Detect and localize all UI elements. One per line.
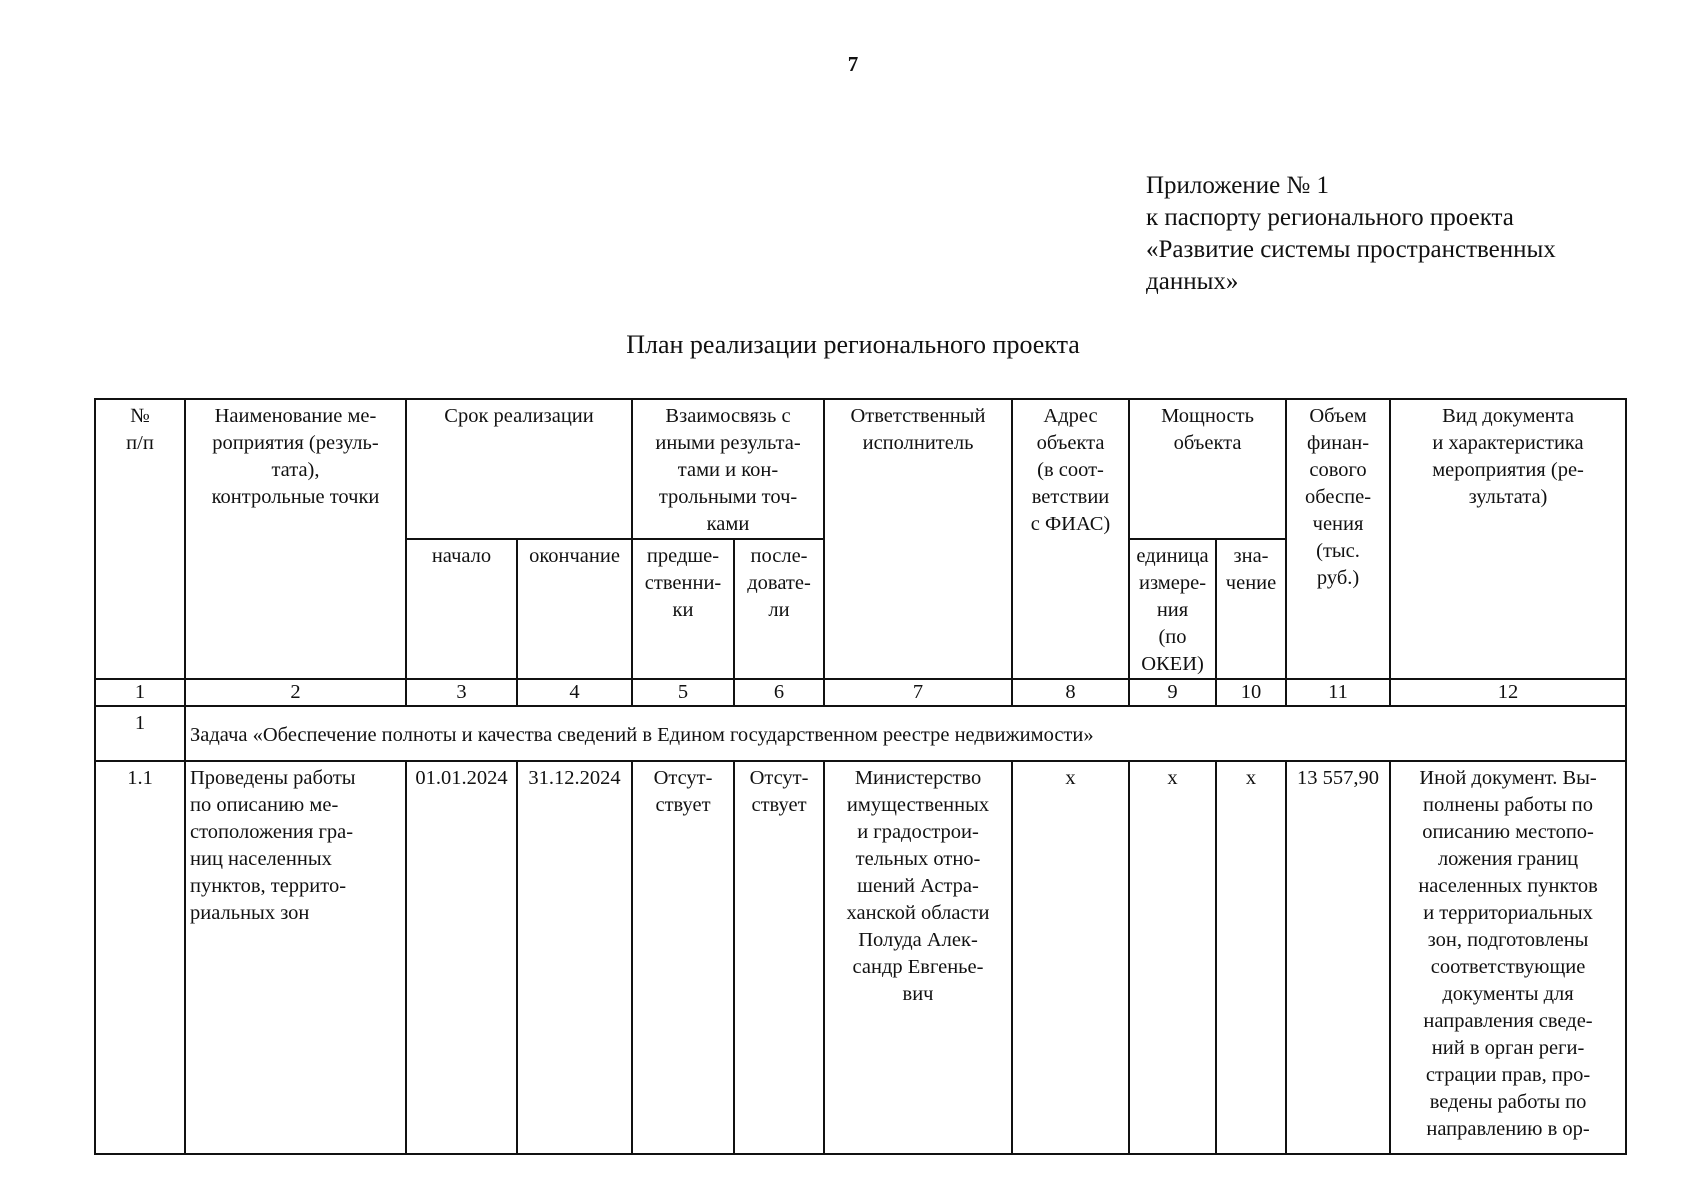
text-line: Проведены работы xyxy=(190,767,356,789)
text-line: иными результа- xyxy=(655,432,801,454)
text-line: довате- xyxy=(747,572,811,594)
text-line: ки xyxy=(672,599,694,621)
task-title: Задача «Обеспечение полноты и качества сведений в Едином государственном реестре недвижимости» xyxy=(185,706,1626,761)
text-line: мероприятия (ре- xyxy=(1432,459,1584,481)
text-line: тами и кон- xyxy=(677,459,779,481)
text-line: тата), xyxy=(271,459,320,481)
text-line: измере- xyxy=(1139,572,1207,594)
text-line: Министерство xyxy=(854,767,982,789)
header-term xyxy=(406,399,632,539)
column-number: 5 xyxy=(632,679,734,706)
text-line: Ответственный xyxy=(850,405,986,427)
header-value xyxy=(1216,539,1286,679)
text-line: начало xyxy=(431,545,492,567)
text-line: Вид документа xyxy=(1442,405,1574,427)
text-line: финан- xyxy=(1306,432,1370,454)
text-line: чения xyxy=(1312,513,1364,535)
row-number: 1.1 xyxy=(95,761,185,1154)
text-line: исполнитель xyxy=(862,432,974,454)
row-name xyxy=(185,761,406,1154)
text-line: зна- xyxy=(1233,545,1269,567)
row-value: x xyxy=(1216,761,1286,1154)
column-number: 2 xyxy=(185,679,406,706)
text-line: ственни- xyxy=(644,572,722,594)
column-number: 6 xyxy=(734,679,824,706)
appendix-note xyxy=(1146,170,1686,298)
text-line: риальных зон xyxy=(190,902,310,924)
text-line: сового xyxy=(1309,459,1367,481)
column-number-row xyxy=(95,679,1626,706)
header-links xyxy=(632,399,824,539)
row-end-date: 31.12.2024 xyxy=(517,761,632,1154)
text-line: с ФИАС) xyxy=(1030,513,1111,535)
text-line: Иной документ. Вы- xyxy=(1419,767,1597,789)
text-line: окончание xyxy=(529,545,620,567)
text-line: обеспе- xyxy=(1305,486,1372,508)
column-number: 9 xyxy=(1129,679,1216,706)
text-line: населенных пунктов xyxy=(1418,875,1598,897)
header-num xyxy=(95,399,185,679)
text-line: и характеристика xyxy=(1432,432,1584,454)
appendix-line: к паспорту регионального проекта xyxy=(1146,204,1514,231)
header-finance xyxy=(1286,399,1390,679)
header-predecessors xyxy=(632,539,734,679)
text-line: ками xyxy=(706,513,750,535)
plan-title: План реализации регионального проекта xyxy=(626,330,1080,359)
row-predecessors xyxy=(632,761,734,1154)
text-line: направления сведе- xyxy=(1423,1010,1593,1032)
text-line: ния xyxy=(1156,599,1189,621)
text-line: описанию местопо- xyxy=(1422,821,1594,843)
row-unit: x xyxy=(1129,761,1216,1154)
text-line: роприятия (резуль- xyxy=(212,432,379,454)
text-line: документы для xyxy=(1442,983,1574,1005)
column-number: 12 xyxy=(1390,679,1626,706)
text-line: Полуда Алек- xyxy=(858,929,978,951)
header-start xyxy=(406,539,517,679)
text-line: направлению в ор- xyxy=(1426,1118,1590,1140)
text-line: сандр Евгенье- xyxy=(852,956,984,978)
appendix-line: «Развитие системы пространственных xyxy=(1146,236,1556,263)
text-line: Наименование ме- xyxy=(214,405,377,427)
row-responsible xyxy=(824,761,1012,1154)
column-number: 7 xyxy=(824,679,1012,706)
row-successors xyxy=(734,761,824,1154)
text-line: страции прав, про- xyxy=(1425,1064,1591,1086)
plan-table xyxy=(94,398,1627,1155)
column-number: 10 xyxy=(1216,679,1286,706)
appendix-line: Приложение № 1 xyxy=(1146,172,1330,199)
text-line: объекта xyxy=(1173,432,1242,454)
text-line: руб.) xyxy=(1316,567,1360,589)
text-line: (по xyxy=(1158,626,1187,648)
header-address xyxy=(1012,399,1129,679)
header-unit xyxy=(1129,539,1216,679)
page-number: 7 xyxy=(847,52,859,76)
text-line: ОКЕИ) xyxy=(1141,653,1204,675)
text-line: и градострои- xyxy=(857,821,979,843)
text-line: трольными точ- xyxy=(658,486,798,508)
text-line: (в соот- xyxy=(1037,459,1104,481)
text-line: контрольные точки xyxy=(211,486,380,508)
text-line: единица xyxy=(1136,545,1209,567)
task-row xyxy=(95,706,1626,761)
text-line: ложения границ xyxy=(1437,848,1579,870)
text-line: ветствии xyxy=(1031,486,1110,508)
text-line: Отсут- xyxy=(653,767,713,789)
text-line: тельных отно- xyxy=(855,848,981,870)
text-line: ствует xyxy=(655,794,711,816)
text-line: ниц населенных xyxy=(190,848,332,870)
row-finance: 13 557,90 xyxy=(1286,761,1390,1154)
text-line: (тыс. xyxy=(1316,540,1360,562)
text-line: ханской области xyxy=(846,902,990,924)
text-line: чение xyxy=(1225,572,1277,594)
text-line: полнены работы по xyxy=(1423,794,1594,816)
text-line: Отсут- xyxy=(749,767,809,789)
text-line: пунктов, террито- xyxy=(190,875,347,897)
text-line: по описанию ме- xyxy=(190,794,339,816)
text-line: предше- xyxy=(646,545,720,567)
text-line: зультата) xyxy=(1468,486,1548,508)
appendix-line: данных» xyxy=(1146,268,1239,295)
text-line: и территориальных xyxy=(1423,902,1593,924)
text-line: Адрес xyxy=(1043,405,1098,427)
column-number: 1 xyxy=(95,679,185,706)
column-number: 8 xyxy=(1012,679,1129,706)
text-line: Срок реализации xyxy=(444,405,594,427)
table-row xyxy=(95,761,1626,1154)
text-line: ли xyxy=(768,599,790,621)
text-line: зон, подготовлены xyxy=(1427,929,1589,951)
text-line: Объем xyxy=(1309,405,1367,427)
text-line: имущественных xyxy=(846,794,990,816)
text-line: вич xyxy=(902,983,934,1005)
header-name xyxy=(185,399,406,679)
header-responsible xyxy=(824,399,1012,679)
text-line: ведены работы по xyxy=(1429,1091,1587,1113)
header-power xyxy=(1129,399,1286,539)
text-line: объекта xyxy=(1036,432,1105,454)
row-address: x xyxy=(1012,761,1129,1154)
text-line: соответствующие xyxy=(1430,956,1586,978)
text-line: № xyxy=(130,405,150,427)
row-start-date: 01.01.2024 xyxy=(406,761,517,1154)
task-number: 1 xyxy=(95,706,185,761)
text-line: п/п xyxy=(126,432,154,454)
column-number: 4 xyxy=(517,679,632,706)
text-line: ний в орган реги- xyxy=(1431,1037,1585,1059)
text-line: Взаимосвязь с xyxy=(665,405,791,427)
text-line: после- xyxy=(750,545,808,567)
header-row-1 xyxy=(95,399,1626,539)
header-end xyxy=(517,539,632,679)
header-document xyxy=(1390,399,1626,679)
column-number: 11 xyxy=(1286,679,1390,706)
text-line: стоположения гра- xyxy=(190,821,354,843)
header-successors xyxy=(734,539,824,679)
text-line: шений Астра- xyxy=(857,875,979,897)
row-document xyxy=(1390,761,1626,1154)
column-number: 3 xyxy=(406,679,517,706)
text-line: ствует xyxy=(751,794,807,816)
text-line: Мощность xyxy=(1161,405,1254,427)
